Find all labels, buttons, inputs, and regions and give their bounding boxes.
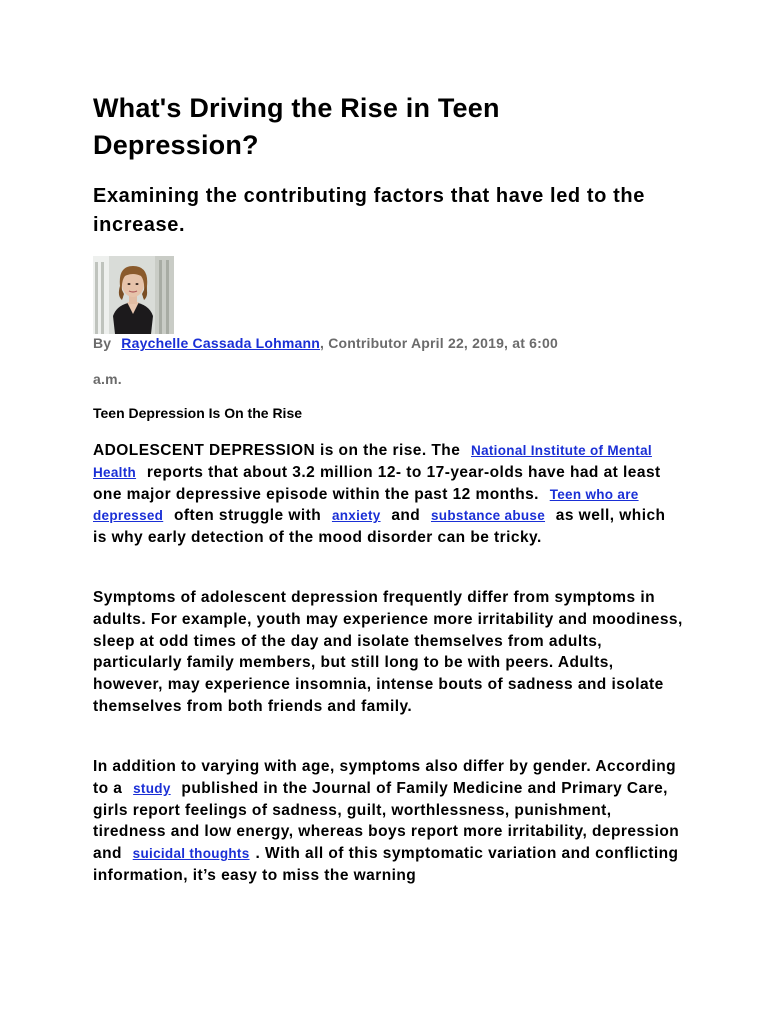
byline-by: By — [93, 335, 112, 351]
paragraph-1-text: as well, which is why early detection of the mood disorder can be tricky. — [93, 507, 666, 547]
section-heading: Teen Depression Is On the Rise — [93, 405, 303, 421]
paragraph-1-text: reports that about 3.2 million 12- to 17-year-olds have had at least one major depressive episode within the past 12 months. — [93, 463, 661, 503]
paragraph-3-text: . With all of this symptomatic variation and conflicting information, it’s easy to miss the warning — [93, 845, 679, 884]
byline — [93, 331, 693, 392]
paragraph-2: Symptoms of adolescent depression frequently differ from symptoms in adults. For example, youth may experience more irritability and moodiness, sleep at odd times of the day and isolate themselves from adults, particularly family members, but still long to be with peers. Adults, however, may experience insomnia, intense bouts of sadness and isolate themselves from both friends and family. — [93, 589, 683, 715]
suicidal-thoughts-link[interactable]: suicidal thoughts — [132, 846, 250, 862]
paragraph-3-text: published in the Journal of Family Medicine and Primary Care, girls report feelings of sadness, guilt, worthlessness, punishment, tiredness and low energy, whereas boys report more irritability, depression and — [93, 779, 680, 863]
paragraph-3 — [93, 756, 683, 887]
study-link[interactable]: study — [133, 780, 171, 796]
paragraph-3-text: In addition to varying with age, symptoms also differ by gender. According to a — [93, 758, 677, 797]
paragraph-1-text: often struggle with — [169, 507, 326, 525]
author-photo — [93, 256, 174, 334]
article-title: What's Driving the Rise in Teen Depression? — [93, 93, 500, 160]
anxiety-link[interactable]: anxiety — [331, 508, 381, 524]
substance-abuse-link[interactable]: substance abuse — [430, 508, 546, 524]
paragraph-1-text: and — [386, 507, 425, 525]
depressed-teens-link[interactable]: Teen who are depressed — [93, 486, 639, 524]
paragraph-1-lead: ADOLESCENT DEPRESSION — [93, 442, 316, 459]
paragraph-1-text: is on the rise. The — [315, 442, 466, 459]
byline-role-date: , Contributor April 22, 2019, at 6:00 — [320, 335, 558, 351]
author-link[interactable]: Raychelle Cassada Lohmann — [121, 335, 321, 351]
nimh-link[interactable]: National Institute of Mental Health — [93, 443, 652, 480]
article-subtitle: Examining the contributing factors that have led to the increase. — [93, 185, 645, 236]
byline-date-continued: a.m. — [93, 371, 122, 387]
paragraph-1 — [93, 440, 683, 549]
